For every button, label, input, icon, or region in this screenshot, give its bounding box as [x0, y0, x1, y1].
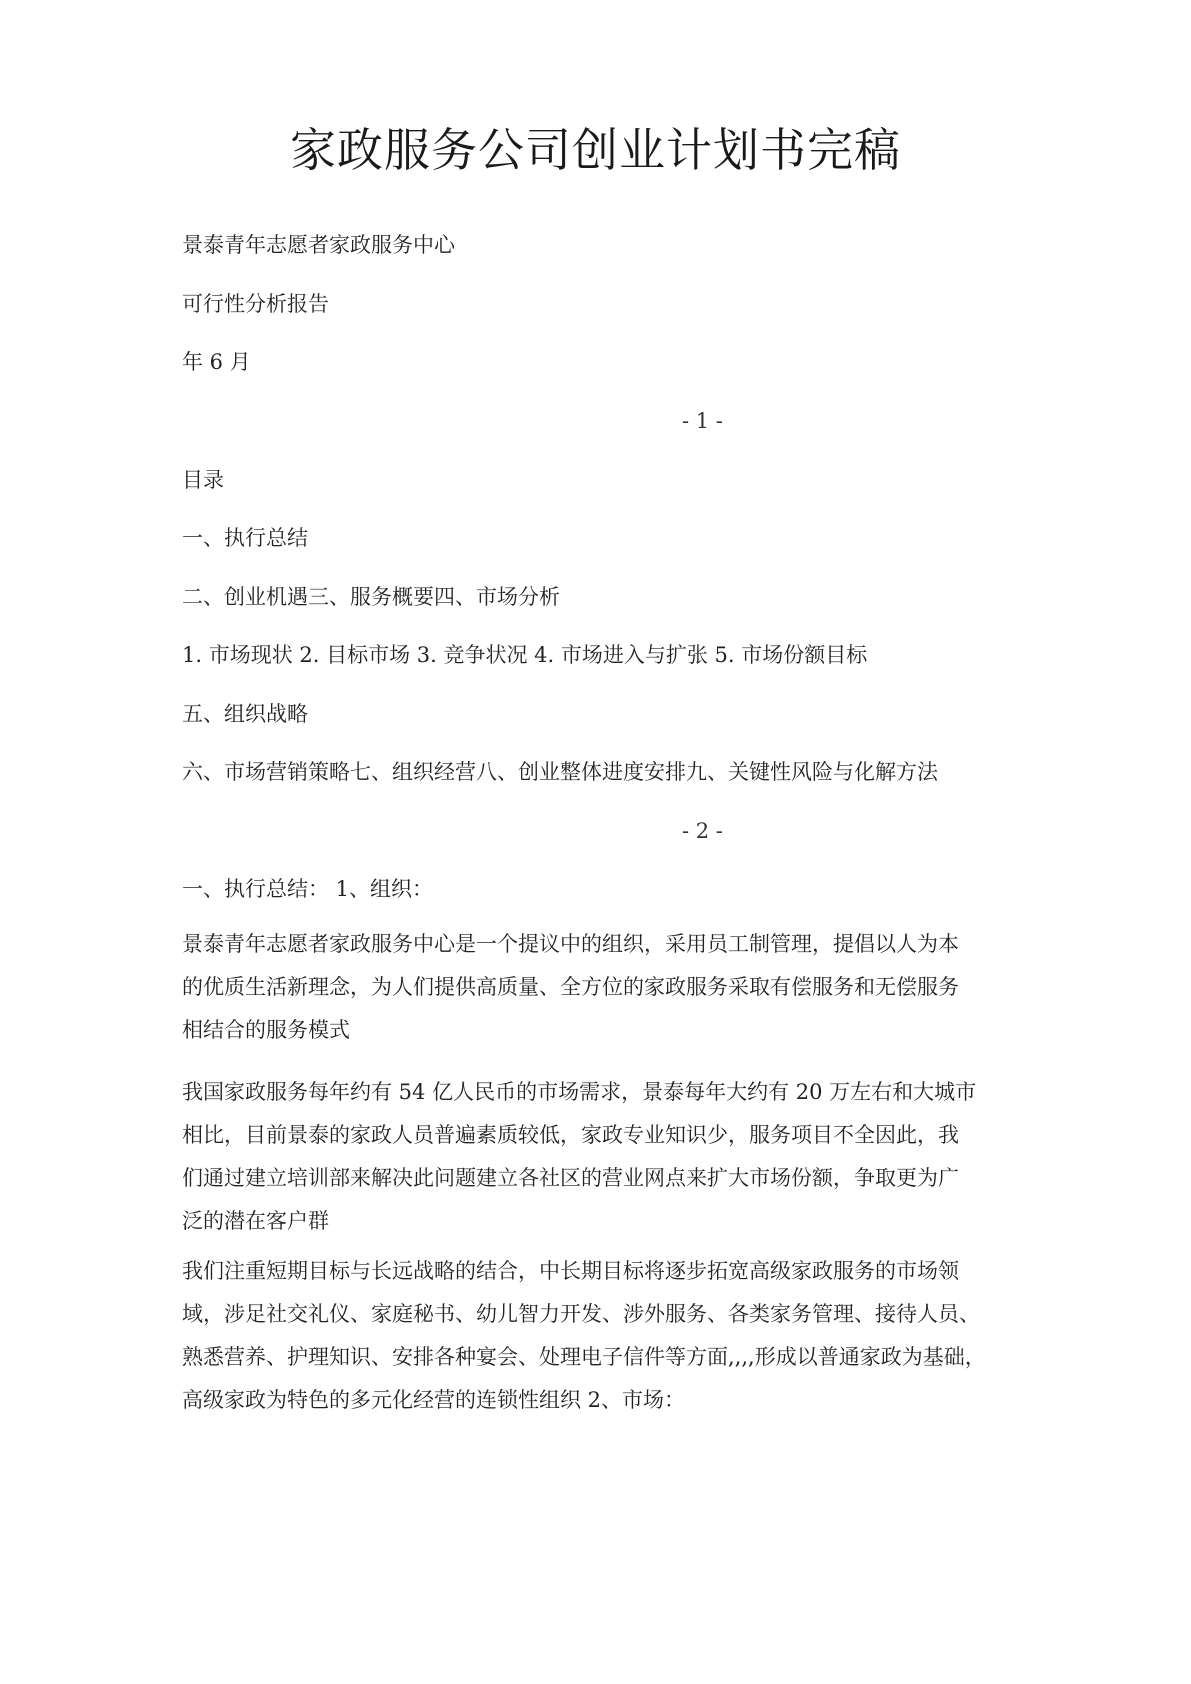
paragraph-line: 我国家政服务每年约有 54 亿人民币的市场需求，景泰每年大约有 20 万左右和大城市 — [182, 1080, 977, 1104]
cover-subtitle: 可行性分析报告 — [182, 292, 329, 316]
paragraph-line: 相结合的服务模式 — [182, 1018, 350, 1042]
toc-line: 六、市场营销策略七、组织经营八、创业整体进度安排九、关键性风险与化解方法 — [182, 760, 938, 784]
section-heading: 一、执行总结： 1、组织： — [182, 877, 434, 901]
paragraph-line: 泛的潜在客户群 — [182, 1209, 329, 1233]
body-paragraph — [182, 923, 1017, 1052]
toc-heading: 目录 — [182, 468, 224, 492]
toc-line: 1. 市场现状 2. 目标市场 3. 竞争状况 4. 市场进入与扩张 5. 市场份额目标 — [182, 643, 868, 667]
paragraph-line: 们通过建立培训部来解决此问题建立各社区的营业网点来扩大市场份额，争取更为广 — [182, 1166, 959, 1190]
page-number-2: - 2 - — [682, 819, 723, 843]
paragraph-line: 熟悉营养、护理知识、安排各种宴会、处理电子信件等方面,,,,形成以普通家政为基础， — [182, 1345, 986, 1369]
paragraph-line: 高级家政为特色的多元化经营的连锁性组织 2、市场： — [182, 1388, 686, 1412]
toc-line: 五、组织战略 — [182, 702, 308, 726]
paragraph-line: 我们注重短期目标与长远战略的结合，中长期目标将逐步拓宽高级家政服务的市场领 — [182, 1259, 959, 1283]
document-title: 家政服务公司创业计划书完稿 — [290, 123, 901, 177]
paragraph-line: 相比，目前景泰的家政人员普遍素质较低，家政专业知识少，服务项目不全因此，我 — [182, 1123, 959, 1147]
body-paragraph — [182, 1071, 1017, 1243]
page-number-1: - 1 - — [682, 409, 723, 433]
paragraph-line: 域，涉足社交礼仪、家庭秘书、幼儿智力开发、涉外服务、各类家务管理、接待人员、 — [182, 1302, 980, 1326]
body-paragraph — [182, 1250, 1017, 1422]
paragraph-line: 景泰青年志愿者家政服务中心是一个提议中的组织，采用员工制管理，提倡以人为本 — [182, 932, 959, 956]
toc-line: 二、创业机遇三、服务概要四、市场分析 — [182, 585, 560, 609]
toc-line: 一、执行总结 — [182, 526, 308, 550]
cover-org-name: 景泰青年志愿者家政服务中心 — [182, 233, 455, 257]
paragraph-line: 的优质生活新理念，为人们提供高质量、全方位的家政服务采取有偿服务和无偿服务 — [182, 975, 959, 999]
cover-date: 年 6 月 — [182, 350, 251, 374]
